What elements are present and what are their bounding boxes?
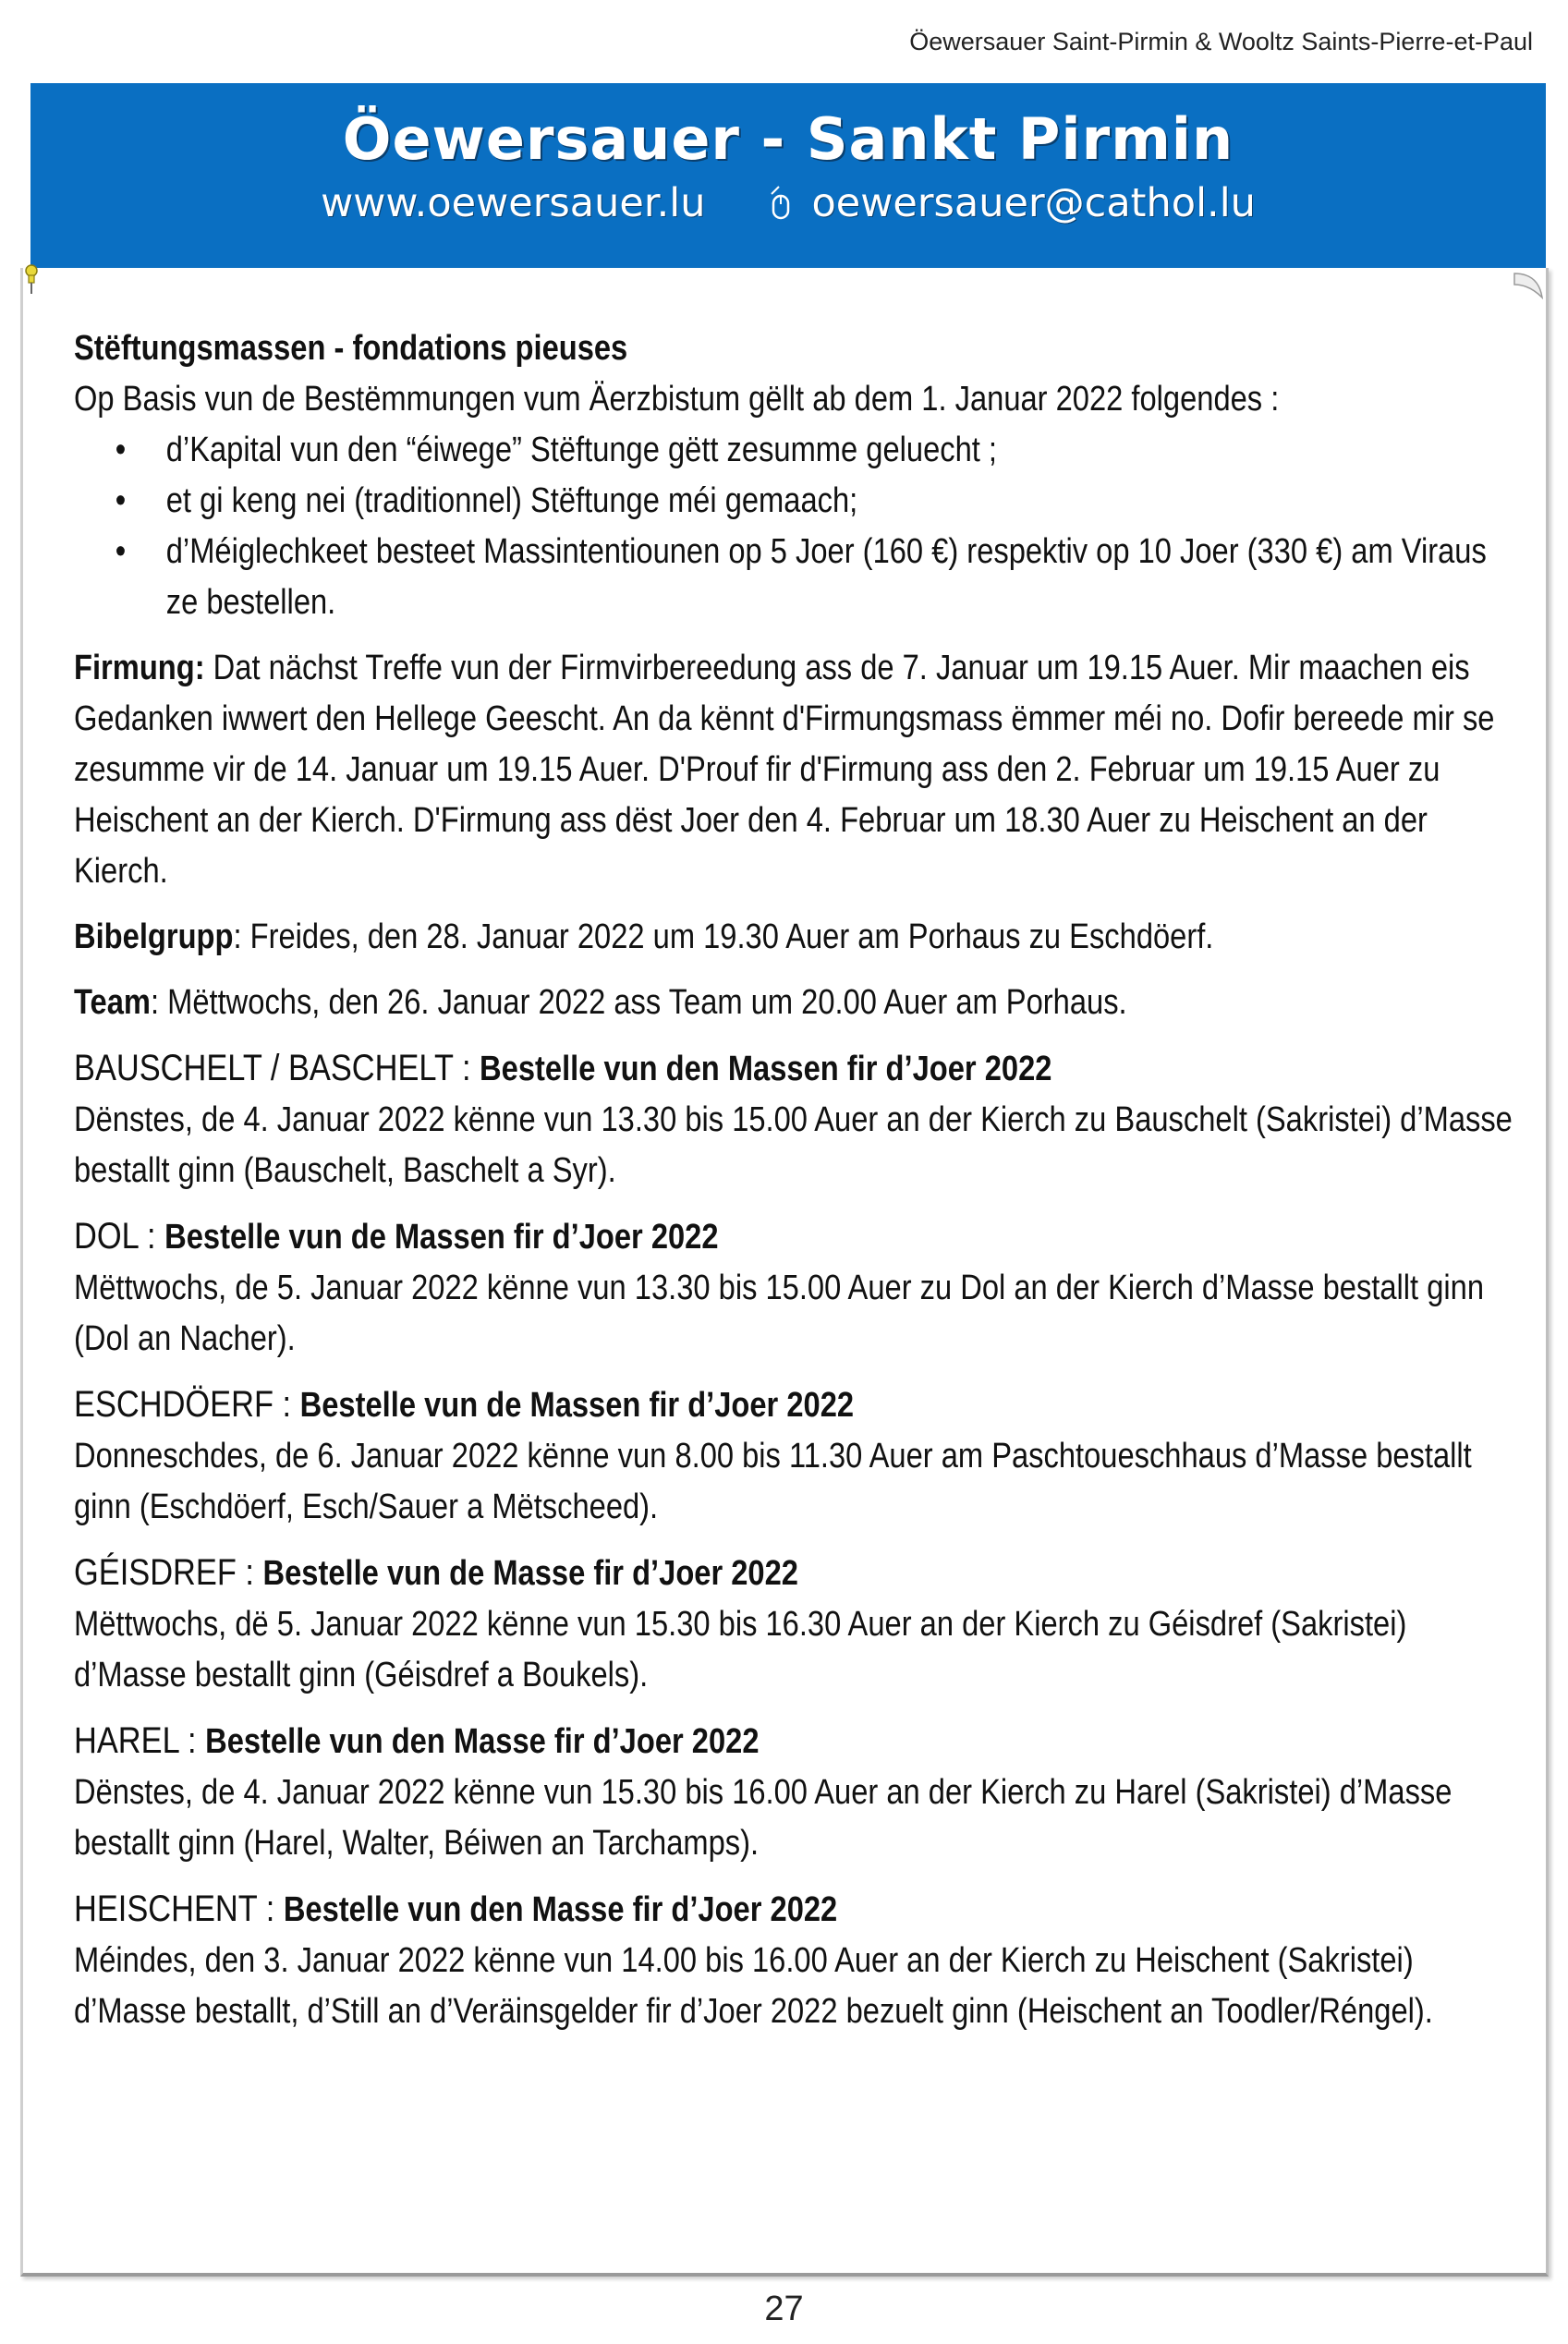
- dol-text: Mëttwochs, de 5. Januar 2022 kënne vun 13.30 bis 15.00 Auer zu Dol an der Kierch d’Masse bestallt ginn (Dol an Nacher).: [74, 1269, 1485, 1358]
- eschdoerf-text: Donneschdes, de 6. Januar 2022 kënne vun 8.00 bis 11.30 Auer am Paschtoueschhaus d’Masse bestallt ginn (Eschdöerf, Esch/Sauer a Mëtscheed).: [74, 1437, 1472, 1526]
- eschdoerf-title: Bestelle vun de Massen fir d’Joer 2022: [299, 1386, 855, 1425]
- bibelgrupp-text: : Freides, den 28. Januar 2022 um 19.30 Auer am Porhaus zu Eschdöerf.: [233, 917, 1214, 956]
- page-curl-icon: [1513, 272, 1544, 299]
- bibelgrupp-section: [74, 912, 1516, 963]
- pushpin-icon: [20, 263, 43, 295]
- team-label: Team: [74, 983, 151, 1022]
- fondations-heading: Stëftungsmassen - fondations pieuses: [74, 329, 628, 368]
- harel-section: [74, 1716, 1516, 1869]
- banner-title: Öewersauer - Sankt Pirmin: [342, 105, 1234, 173]
- website-link[interactable]: www.oewersauer.lu: [321, 180, 706, 226]
- eschdoerf-section: [74, 1379, 1516, 1533]
- geisdref-section: [74, 1548, 1516, 1701]
- mouse-icon: [768, 185, 792, 220]
- eschdoerf-place: ESCHDÖERF :: [74, 1384, 300, 1425]
- list-item: • et gi keng nei (traditionnel) Stëftunge méi gemaach;: [166, 476, 1516, 527]
- heischent-text: Méindes, den 3. Januar 2022 kënne vun 14.00 bis 16.00 Auer an der Kierch zu Heischent (Sakristei) d’Masse bestallt, d’Still an d’Veräinsgelder fir d’Joer 2022 bezuelt ginn (Heischent an Toodler/Réngel).: [74, 1941, 1433, 2031]
- team-section: [74, 978, 1516, 1028]
- harel-place: HAREL :: [74, 1720, 206, 1761]
- fondations-intro: Op Basis vun de Bestëmmungen vum Äerzbistum gëllt ab dem 1. Januar 2022 folgendes :: [74, 380, 1280, 419]
- geisdref-title: Bestelle vun de Masse fir d’Joer 2022: [262, 1554, 798, 1593]
- bulletin-content: [74, 323, 1516, 2052]
- harel-title: Bestelle vun den Masse fir d’Joer 2022: [205, 1722, 760, 1761]
- harel-text: Dënstes, de 4. Januar 2022 kënne vun 15.30 bis 16.00 Auer an der Kierch zu Harel (Sakristei) d’Masse bestallt ginn (Harel, Walter, Béiwen an Tarchamps).: [74, 1773, 1453, 1863]
- heischent-section: [74, 1884, 1516, 2037]
- heischent-title: Bestelle vun den Masse fir d’Joer 2022: [283, 1890, 838, 1929]
- running-head: Öewersauer Saint-Pirmin & Wooltz Saints-Pierre-et-Paul: [909, 28, 1533, 55]
- geisdref-text: Mëttwochs, dë 5. Januar 2022 kënne vun 15.30 bis 16.30 Auer an der Kierch zu Géisdref (Sakristei) d’Masse bestallt ginn (Géisdref a Boukels).: [74, 1605, 1407, 1694]
- firmung-section: [74, 643, 1516, 897]
- dol-place: DOL :: [74, 1216, 165, 1257]
- dol-title: Bestelle vun de Massen fir d’Joer 2022: [164, 1218, 719, 1257]
- firmung-label: Firmung:: [74, 649, 205, 687]
- banner-links: [30, 180, 1546, 226]
- list-item: • d’Méiglechkeet besteet Massintentiounen op 5 Joer (160 €) respektiv op 10 Joer (330 €) am Viraus ze bestellen.: [166, 527, 1516, 628]
- dol-section: [74, 1211, 1516, 1365]
- fondations-section: [74, 323, 1516, 628]
- geisdref-place: GÉISDREF :: [74, 1552, 263, 1593]
- bauschelt-place: BAUSCHELT / BASCHELT :: [74, 1048, 480, 1088]
- bauschelt-title: Bestelle vun den Massen fir d’Joer 2022: [480, 1050, 1052, 1088]
- email-link[interactable]: oewersauer@cathol.lu: [811, 180, 1256, 226]
- list-item: • d’Kapital vun den “éiwege” Stëftunge gëtt zesumme geluecht ;: [166, 425, 1516, 476]
- header-banner: [30, 83, 1546, 268]
- fondations-list: [74, 425, 1516, 628]
- bauschelt-text: Dënstes, de 4. Januar 2022 kënne vun 13.30 bis 15.00 Auer an der Kierch zu Bauschelt (Sakristei) d’Masse bestallt ginn (Bauschelt, Baschelt a Syr).: [74, 1100, 1513, 1190]
- team-text: : Mëttwochs, den 26. Januar 2022 ass Team um 20.00 Auer am Porhaus.: [150, 983, 1127, 1022]
- bibelgrupp-label: Bibelgrupp: [74, 917, 234, 956]
- heischent-place: HEISCHENT :: [74, 1889, 284, 1929]
- page-number: 27: [764, 2289, 804, 2328]
- bauschelt-section: [74, 1043, 1516, 1196]
- firmung-text: Dat nächst Treffe vun der Firmvirbereedung ass de 7. Januar um 19.15 Auer. Mir maachen eis Gedanken iwwert den Hellege Geescht. An da kënnt d'Firmungsmass ëmmer méi no. Dofir bereede mir se zesumme vir de 14. Januar um 19.15 Auer. D'Prouf fir d'Firmung ass den 2. Februar um 19.15 Auer zu Heischent an der Kierch. D'Firmung ass dëst Joer den 4. Februar um 18.30 Auer zu Heischent an der Kierch.: [74, 649, 1495, 891]
